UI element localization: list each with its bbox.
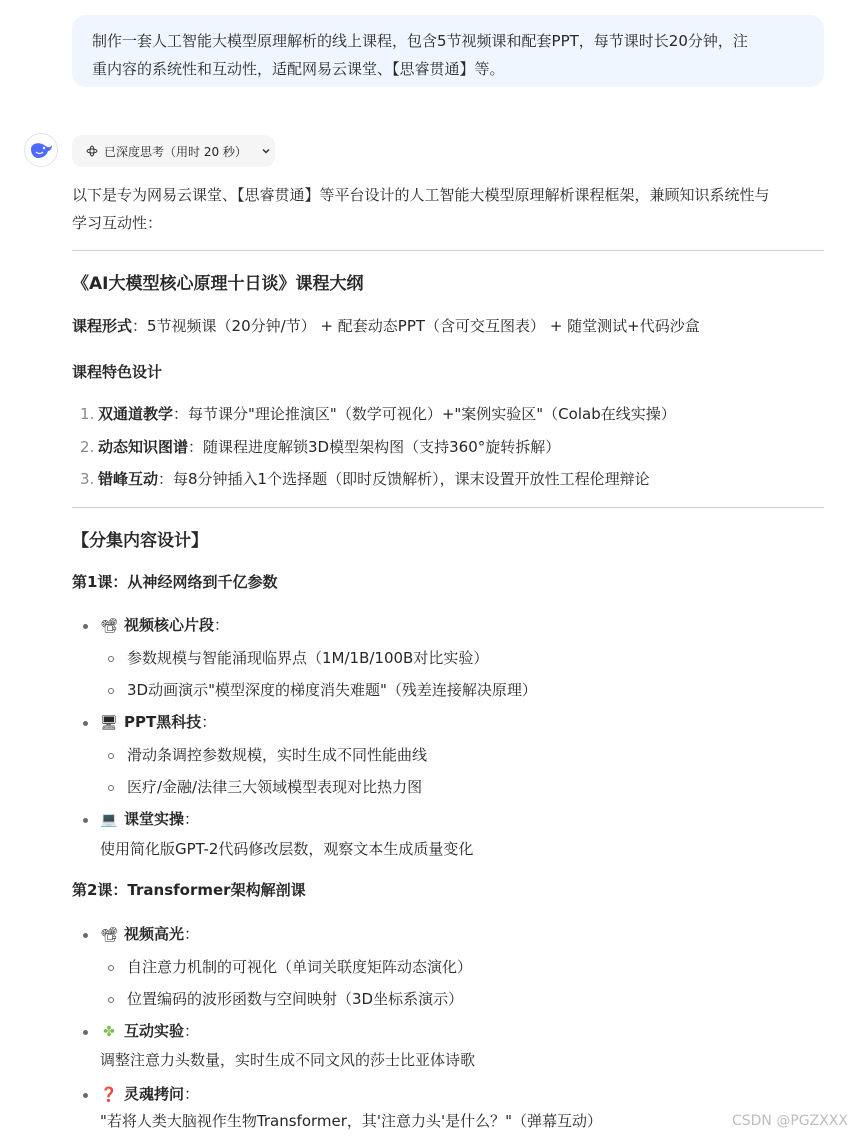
feature-label: 错峰互动 — [98, 470, 159, 488]
feature-label: 动态知识图谱 — [98, 438, 189, 456]
puzzle-piece-icon: ✤ — [103, 1024, 115, 1040]
user-message-line: 制作一套人工智能大模型原理解析的线上课程，包含5节视频课和配套PPT，每节课时长20分钟，注 — [92, 32, 748, 50]
sub-list-item: 滑动条调控参数规模，实时生成不同性能曲线 — [127, 746, 428, 764]
sub-bullet — [108, 656, 114, 662]
film-projector-icon: 📽 — [100, 618, 118, 634]
sub-list-item: 3D动画演示"模型深度的梯度消失难题"（残差连接解决原理） — [127, 681, 537, 699]
course-title: 《AI大模型核心原理十日谈》课程大纲 — [72, 274, 364, 294]
assistant-avatar — [24, 133, 58, 167]
item-label: 视频核心片段 — [124, 616, 215, 634]
film-projector-icon: 📽 — [100, 927, 118, 943]
feature-item — [80, 466, 650, 492]
divider — [72, 250, 824, 251]
format-text: ：5节视频课（20分钟/节） + 配套动态PPT（含可交互图表） + 随堂测试+代码沙盒 — [132, 317, 700, 335]
feature-text: ：每节课分"理论推演区"（数学可视化）+"案例实验区"（Colab在线实操） — [173, 405, 676, 423]
list-number: 2. — [80, 438, 95, 456]
item-text: 调整注意力头数量，实时生成不同文风的莎士比亚体诗歌 — [100, 1051, 476, 1069]
features-heading: 课程特色设计 — [72, 363, 163, 381]
sub-list-item: 自注意力机制的可视化（单词关联度矩阵动态演化） — [127, 958, 473, 976]
sub-bullet — [108, 965, 114, 971]
feature-item — [80, 434, 560, 460]
atom-icon — [86, 145, 98, 157]
chevron-down-icon — [261, 146, 271, 156]
colon: ： — [201, 713, 217, 731]
list-item — [100, 1081, 199, 1108]
course-format — [72, 313, 700, 339]
bullet — [83, 1030, 88, 1035]
intro-line: 学习互动性： — [72, 214, 163, 232]
sub-list-item: 位置编码的波形函数与空间映射（3D坐标系演示） — [127, 990, 464, 1008]
lesson-title: 第2课：Transformer架构解剖课 — [72, 881, 306, 899]
colon: ： — [214, 616, 230, 634]
list-item — [100, 921, 199, 948]
item-label: 灵魂拷问 — [124, 1085, 185, 1103]
item-label: 视频高光 — [124, 925, 185, 943]
laptop-icon: 💻 — [100, 812, 118, 828]
list-item — [100, 612, 229, 639]
whale-logo-icon — [29, 140, 53, 160]
sub-bullet — [108, 997, 114, 1003]
deep-thinking-toggle[interactable] — [72, 135, 275, 167]
sub-bullet — [108, 753, 114, 759]
feature-text: ：每8分钟插入1个选择题（即时反馈解析），课末设置开放性工程伦理辩论 — [158, 470, 650, 488]
user-message-line: 重内容的系统性和互动性，适配网易云课堂、【思睿贯通】等。 — [92, 60, 505, 78]
item-label: PPT黑科技 — [124, 713, 202, 731]
thinking-label: 已深度思考（用时 20 秒） — [104, 144, 247, 159]
sub-bullet — [108, 785, 114, 791]
list-item — [100, 1018, 199, 1045]
list-item — [100, 806, 199, 833]
list-number: 1. — [80, 405, 95, 423]
bullet — [83, 624, 88, 629]
list-item — [100, 709, 216, 736]
item-label: 互动实验 — [124, 1022, 185, 1040]
intro-paragraph — [72, 181, 824, 237]
feature-text: ：随课程进度解锁3D模型架构图（支持360°旋转拆解） — [188, 438, 561, 456]
divider — [72, 507, 824, 508]
item-text: "若将人类大脑视作生物Transformer，其'注意力头'是什么？"（弹幕互动） — [100, 1112, 603, 1130]
feature-label: 双通道教学 — [98, 405, 174, 423]
sub-list-item: 参数规模与智能涌现临界点（1M/1B/100B对比实验） — [127, 649, 489, 667]
colon: ： — [184, 810, 200, 828]
desktop-computer-icon: 🖥 — [100, 715, 118, 731]
item-text: 使用简化版GPT-2代码修改层数，观察文本生成质量变化 — [100, 840, 474, 858]
sub-bullet — [108, 688, 114, 694]
colon: ： — [184, 925, 200, 943]
watermark: CSDN @PGZXXX — [731, 1113, 848, 1129]
episodes-heading: 【分集内容设计】 — [72, 531, 208, 551]
colon: ： — [184, 1085, 200, 1103]
bullet — [83, 1093, 88, 1098]
bullet — [83, 933, 88, 938]
user-message-bubble — [72, 15, 824, 87]
format-label: 课程形式 — [72, 317, 133, 335]
colon: ： — [184, 1022, 200, 1040]
feature-item — [80, 401, 676, 427]
list-number: 3. — [80, 470, 95, 488]
bullet — [83, 721, 88, 726]
sub-list-item: 医疗/金融/法律三大领域模型表现对比热力图 — [127, 778, 423, 796]
bullet — [83, 818, 88, 823]
question-mark-icon: ❓ — [100, 1087, 118, 1103]
item-label: 课堂实操 — [124, 810, 185, 828]
lesson-title: 第1课：从神经网络到千亿参数 — [72, 573, 278, 591]
intro-line: 以下是专为网易云课堂、【思睿贯通】等平台设计的人工智能大模型原理解析课程框架，兼顾知识系统性与 — [72, 186, 770, 204]
